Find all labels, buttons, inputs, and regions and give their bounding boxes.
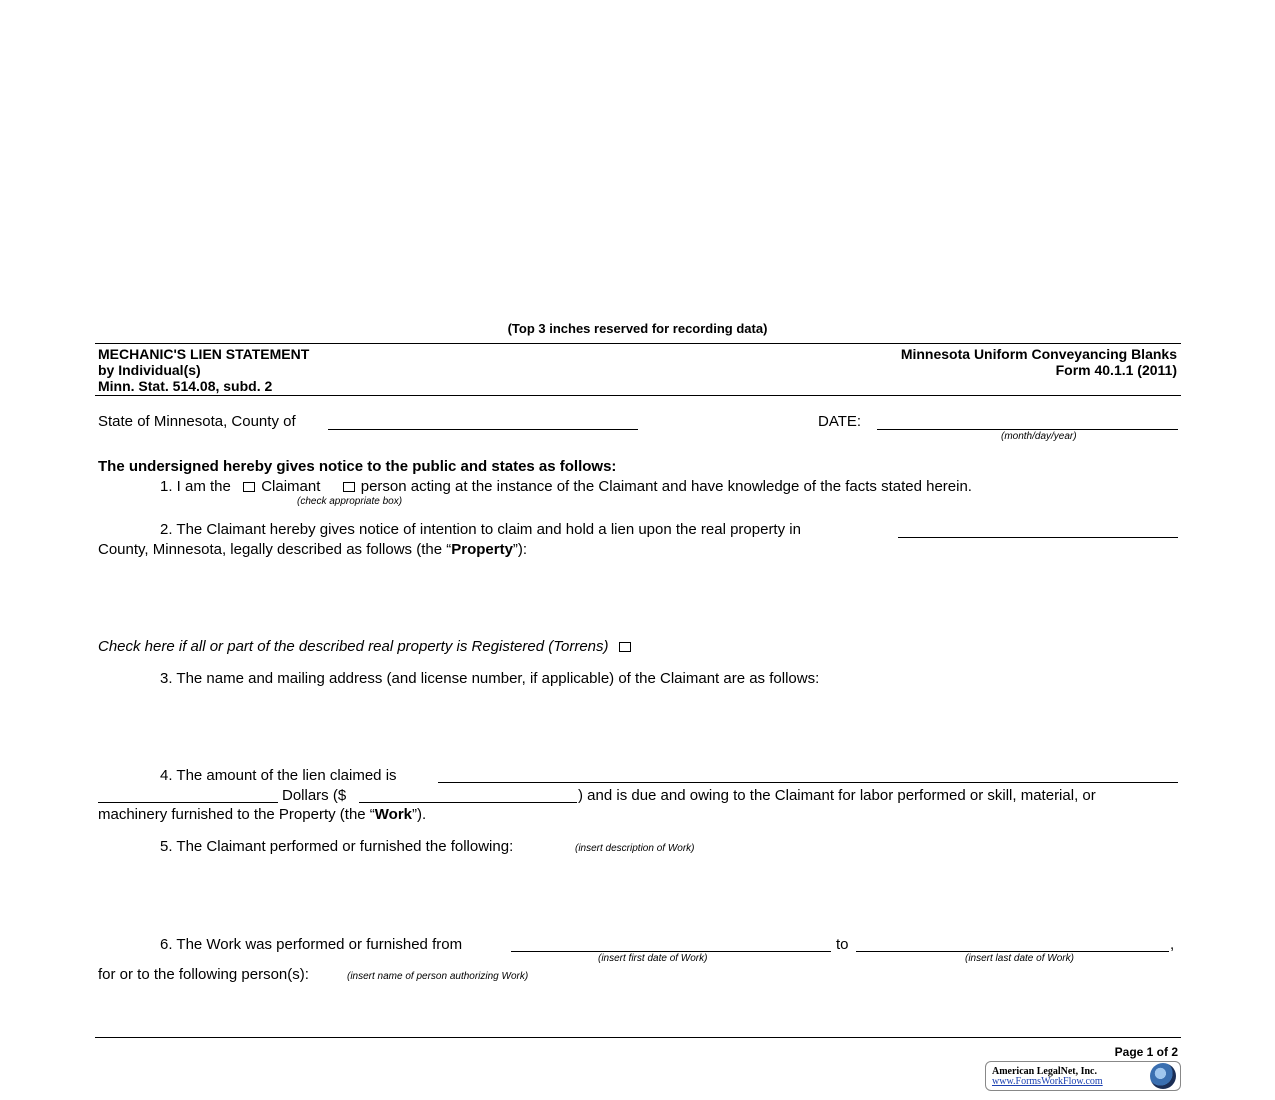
item-2-line-1: 2. The Claimant hereby gives notice of intention to claim and hold a lien upon the real property in bbox=[160, 521, 801, 538]
reserved-note: (Top 3 inches reserved for recording data) bbox=[507, 321, 768, 336]
item-4-line-3-b: ”). bbox=[412, 806, 427, 823]
date-label: DATE: bbox=[818, 413, 862, 430]
work-term: Work bbox=[374, 806, 413, 823]
item-6-line-2-hint: (insert name of person authorizing Work) bbox=[347, 971, 529, 982]
torrens-check-row bbox=[98, 638, 633, 655]
agent-option-label: person acting at the instance of the Claimant and have knowledge of the facts stated herein. bbox=[360, 478, 972, 495]
claimant-option-label: Claimant bbox=[261, 478, 321, 495]
item-4-line-1: 4. The amount of the lien claimed is bbox=[160, 767, 397, 784]
last-date-hint: (insert last date of Work) bbox=[965, 953, 1074, 964]
publisher-badge[interactable] bbox=[985, 1061, 1181, 1091]
item-1-hint: (check appropriate box) bbox=[297, 496, 403, 507]
item-4-line-3-a: machinery furnished to the Property (the “ bbox=[98, 806, 375, 823]
torrens-label: Check here if all or part of the described real property is Registered (Torrens) bbox=[98, 638, 609, 655]
date-hint: (month/day/year) bbox=[1001, 431, 1077, 442]
item-2-line-2-a: County, Minnesota, legally described as follows (the “ bbox=[98, 541, 452, 558]
globe-logo-icon bbox=[1150, 1063, 1176, 1089]
county-field[interactable] bbox=[328, 429, 638, 430]
item-3: 3. The name and mailing address (and license number, if applicable) of the Claimant are as follows: bbox=[160, 670, 820, 687]
intro-statement: The undersigned hereby gives notice to the public and states as follows: bbox=[98, 458, 617, 475]
first-date-field[interactable] bbox=[511, 951, 831, 952]
lien-amount-words-field[interactable] bbox=[438, 782, 1178, 783]
form-title: MECHANIC'S LIEN STATEMENT bbox=[98, 346, 310, 362]
dollars-label: Dollars ($ bbox=[282, 787, 347, 804]
agent-checkbox[interactable] bbox=[343, 482, 355, 492]
item-2-line-2 bbox=[98, 541, 527, 558]
item-2-line-2-b: ”): bbox=[512, 541, 528, 558]
form-series: Minnesota Uniform Conveyancing Blanks bbox=[900, 346, 1177, 362]
county-label: State of Minnesota, County of bbox=[98, 413, 296, 430]
property-term: Property bbox=[451, 541, 513, 558]
item-4-line-2: ) and is due and owing to the Claimant for labor performed or skill, material, or bbox=[578, 787, 1096, 804]
publisher-website-link[interactable]: www.FormsWorkFlow.com bbox=[992, 1076, 1103, 1087]
item-1 bbox=[160, 478, 972, 495]
lien-amount-number-field[interactable] bbox=[359, 802, 577, 803]
claimant-checkbox[interactable] bbox=[243, 482, 255, 492]
lien-amount-words-field-continued[interactable] bbox=[98, 802, 278, 803]
torrens-checkbox[interactable] bbox=[619, 642, 631, 652]
item-6-comma: , bbox=[1170, 936, 1175, 953]
form-subtitle: by Individual(s) bbox=[98, 362, 201, 378]
property-county-field[interactable] bbox=[898, 537, 1178, 538]
footer-rule bbox=[95, 1037, 1181, 1038]
item-1-prefix: 1. I am the bbox=[160, 478, 231, 495]
statute-reference: Minn. Stat. 514.08, subd. 2 bbox=[98, 378, 273, 394]
item-6-to: to bbox=[836, 936, 849, 953]
item-6: 6. The Work was performed or furnished from bbox=[160, 936, 463, 953]
first-date-hint: (insert first date of Work) bbox=[598, 953, 708, 964]
item-5: 5. The Claimant performed or furnished the following: bbox=[160, 838, 514, 855]
item-4-line-3 bbox=[98, 806, 426, 823]
item-6-line-2: for or to the following person(s): bbox=[98, 966, 309, 983]
header-bottom-rule bbox=[95, 395, 1181, 396]
page-number: Page 1 of 2 bbox=[1114, 1045, 1178, 1059]
item-5-hint: (insert description of Work) bbox=[575, 843, 695, 854]
header-top-rule bbox=[95, 343, 1181, 344]
date-field[interactable] bbox=[877, 429, 1178, 430]
form-number: Form 40.1.1 (2011) bbox=[1055, 362, 1177, 378]
publisher-name: American LegalNet, Inc. bbox=[992, 1066, 1097, 1077]
last-date-field[interactable] bbox=[856, 951, 1169, 952]
